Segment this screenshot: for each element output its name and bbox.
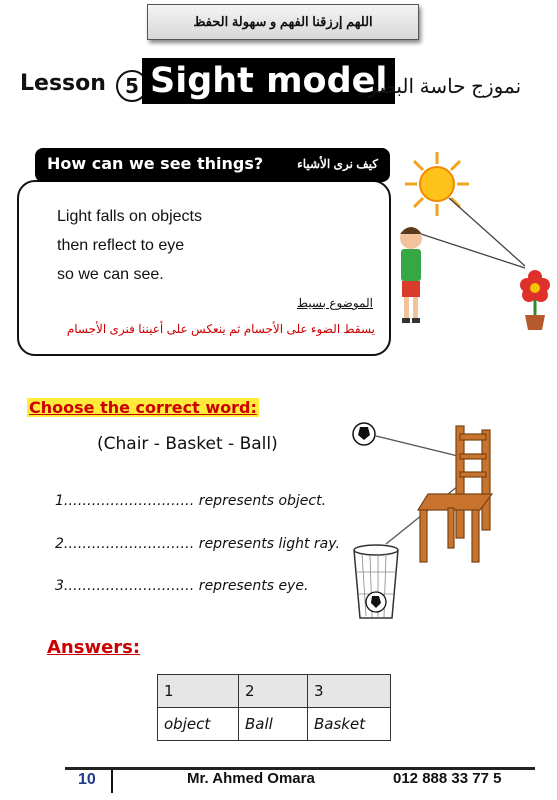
explanation-arabic-text: يسقط الضوء على الأجسام ثم ينعكس على أعيننا فنرى الأجسام xyxy=(66,322,375,336)
phone-number: 012 888 33 77 5 xyxy=(393,770,502,787)
answer-word-cell: Basket xyxy=(308,708,391,741)
answers-table xyxy=(157,674,391,741)
lesson-label: Lesson xyxy=(20,71,106,96)
ball-icon xyxy=(353,423,375,445)
flower-icon xyxy=(520,270,550,330)
lesson-title: Sight model xyxy=(142,58,395,104)
chair-ball-basket-illustration xyxy=(348,412,498,632)
exercise-statement: 1.……………………… represents object. xyxy=(55,493,327,509)
table-row xyxy=(158,675,391,708)
answer-word-cell: Ball xyxy=(239,708,308,741)
chair-icon xyxy=(418,426,492,562)
question-heading-english: How can we see things? xyxy=(47,154,264,173)
word-choices: (Chair - Basket - Ball) xyxy=(97,434,278,454)
footer-separator xyxy=(111,769,113,793)
basket-icon xyxy=(354,545,398,618)
question-heading-arabic: كيف نرى الأشياء xyxy=(297,157,378,171)
question-header xyxy=(35,148,390,182)
explanation-line: then reflect to eye xyxy=(57,237,185,254)
sight-illustration xyxy=(385,150,555,340)
author-name: Mr. Ahmed Omara xyxy=(187,770,315,787)
lesson-number: 5 xyxy=(116,70,148,102)
explanation-line: Light falls on objects xyxy=(57,208,202,225)
prayer-banner: اللهم إرزقنا الفهم و سهولة الحفظ xyxy=(147,4,419,40)
sun-icon xyxy=(405,152,469,216)
page-number: 10 xyxy=(78,771,96,788)
explanation-line: so we can see. xyxy=(57,266,164,283)
exercise-statement: 3.……………………… represents eye. xyxy=(55,578,309,594)
explanation-arabic-label: الموضوع بسيط xyxy=(296,296,373,310)
explanation-box xyxy=(17,180,391,356)
exercise-statement: 2.……………………… represents light ray. xyxy=(55,536,340,552)
answers-title: Answers: xyxy=(47,637,141,658)
answer-number-cell: 1 xyxy=(158,675,239,708)
lesson-heading xyxy=(20,58,540,108)
answer-number-cell: 2 xyxy=(239,675,308,708)
boy-icon xyxy=(400,227,422,323)
answer-word-cell: object xyxy=(158,708,239,741)
table-row xyxy=(158,708,391,741)
answer-number-cell: 3 xyxy=(308,675,391,708)
lesson-title-arabic: نموزج حاسة البصر xyxy=(368,76,522,98)
exercise-title: Choose the correct word: xyxy=(29,398,257,417)
